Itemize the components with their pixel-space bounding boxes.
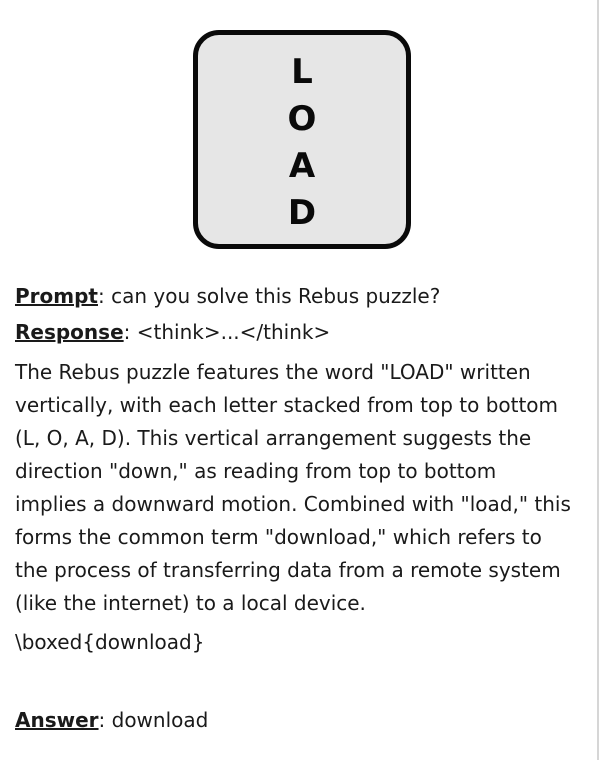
body-line: direction "down," as reading from top to bottom [15,459,497,483]
puzzle-letter: D [287,193,317,233]
prompt-text: : can you solve this Rebus puzzle? [97,284,441,308]
body-line: vertically, with each letter stacked from top to bottom [15,393,559,417]
response-line [15,316,580,349]
puzzle-letter: O [287,99,317,139]
response-text: : <think>...</think> [123,320,331,344]
body-line: (L, O, A, D). This vertical arrangement suggests the [15,426,532,450]
prompt-label: Prompt [15,284,98,308]
body-line: forms the common term "download," which refers to [15,525,542,549]
body-line: The Rebus puzzle features the word "LOAD" written [15,360,531,384]
boxed-answer: \boxed{download} [15,630,205,654]
answer-label: Answer [15,708,99,732]
body-line: implies a downward motion. Combined with "load," this [15,492,571,516]
puzzle-letter: A [288,146,316,186]
puzzle-letter: L [291,52,313,92]
answer-line [15,704,580,737]
answer-text: : download [98,708,209,732]
prompt-line [15,280,580,313]
rebus-puzzle-image [193,30,411,249]
body-line: the process of transferring data from a remote system [15,558,561,582]
response-body [15,356,580,620]
response-label: Response [15,320,124,344]
body-line: (like the internet) to a local device. [15,591,366,615]
